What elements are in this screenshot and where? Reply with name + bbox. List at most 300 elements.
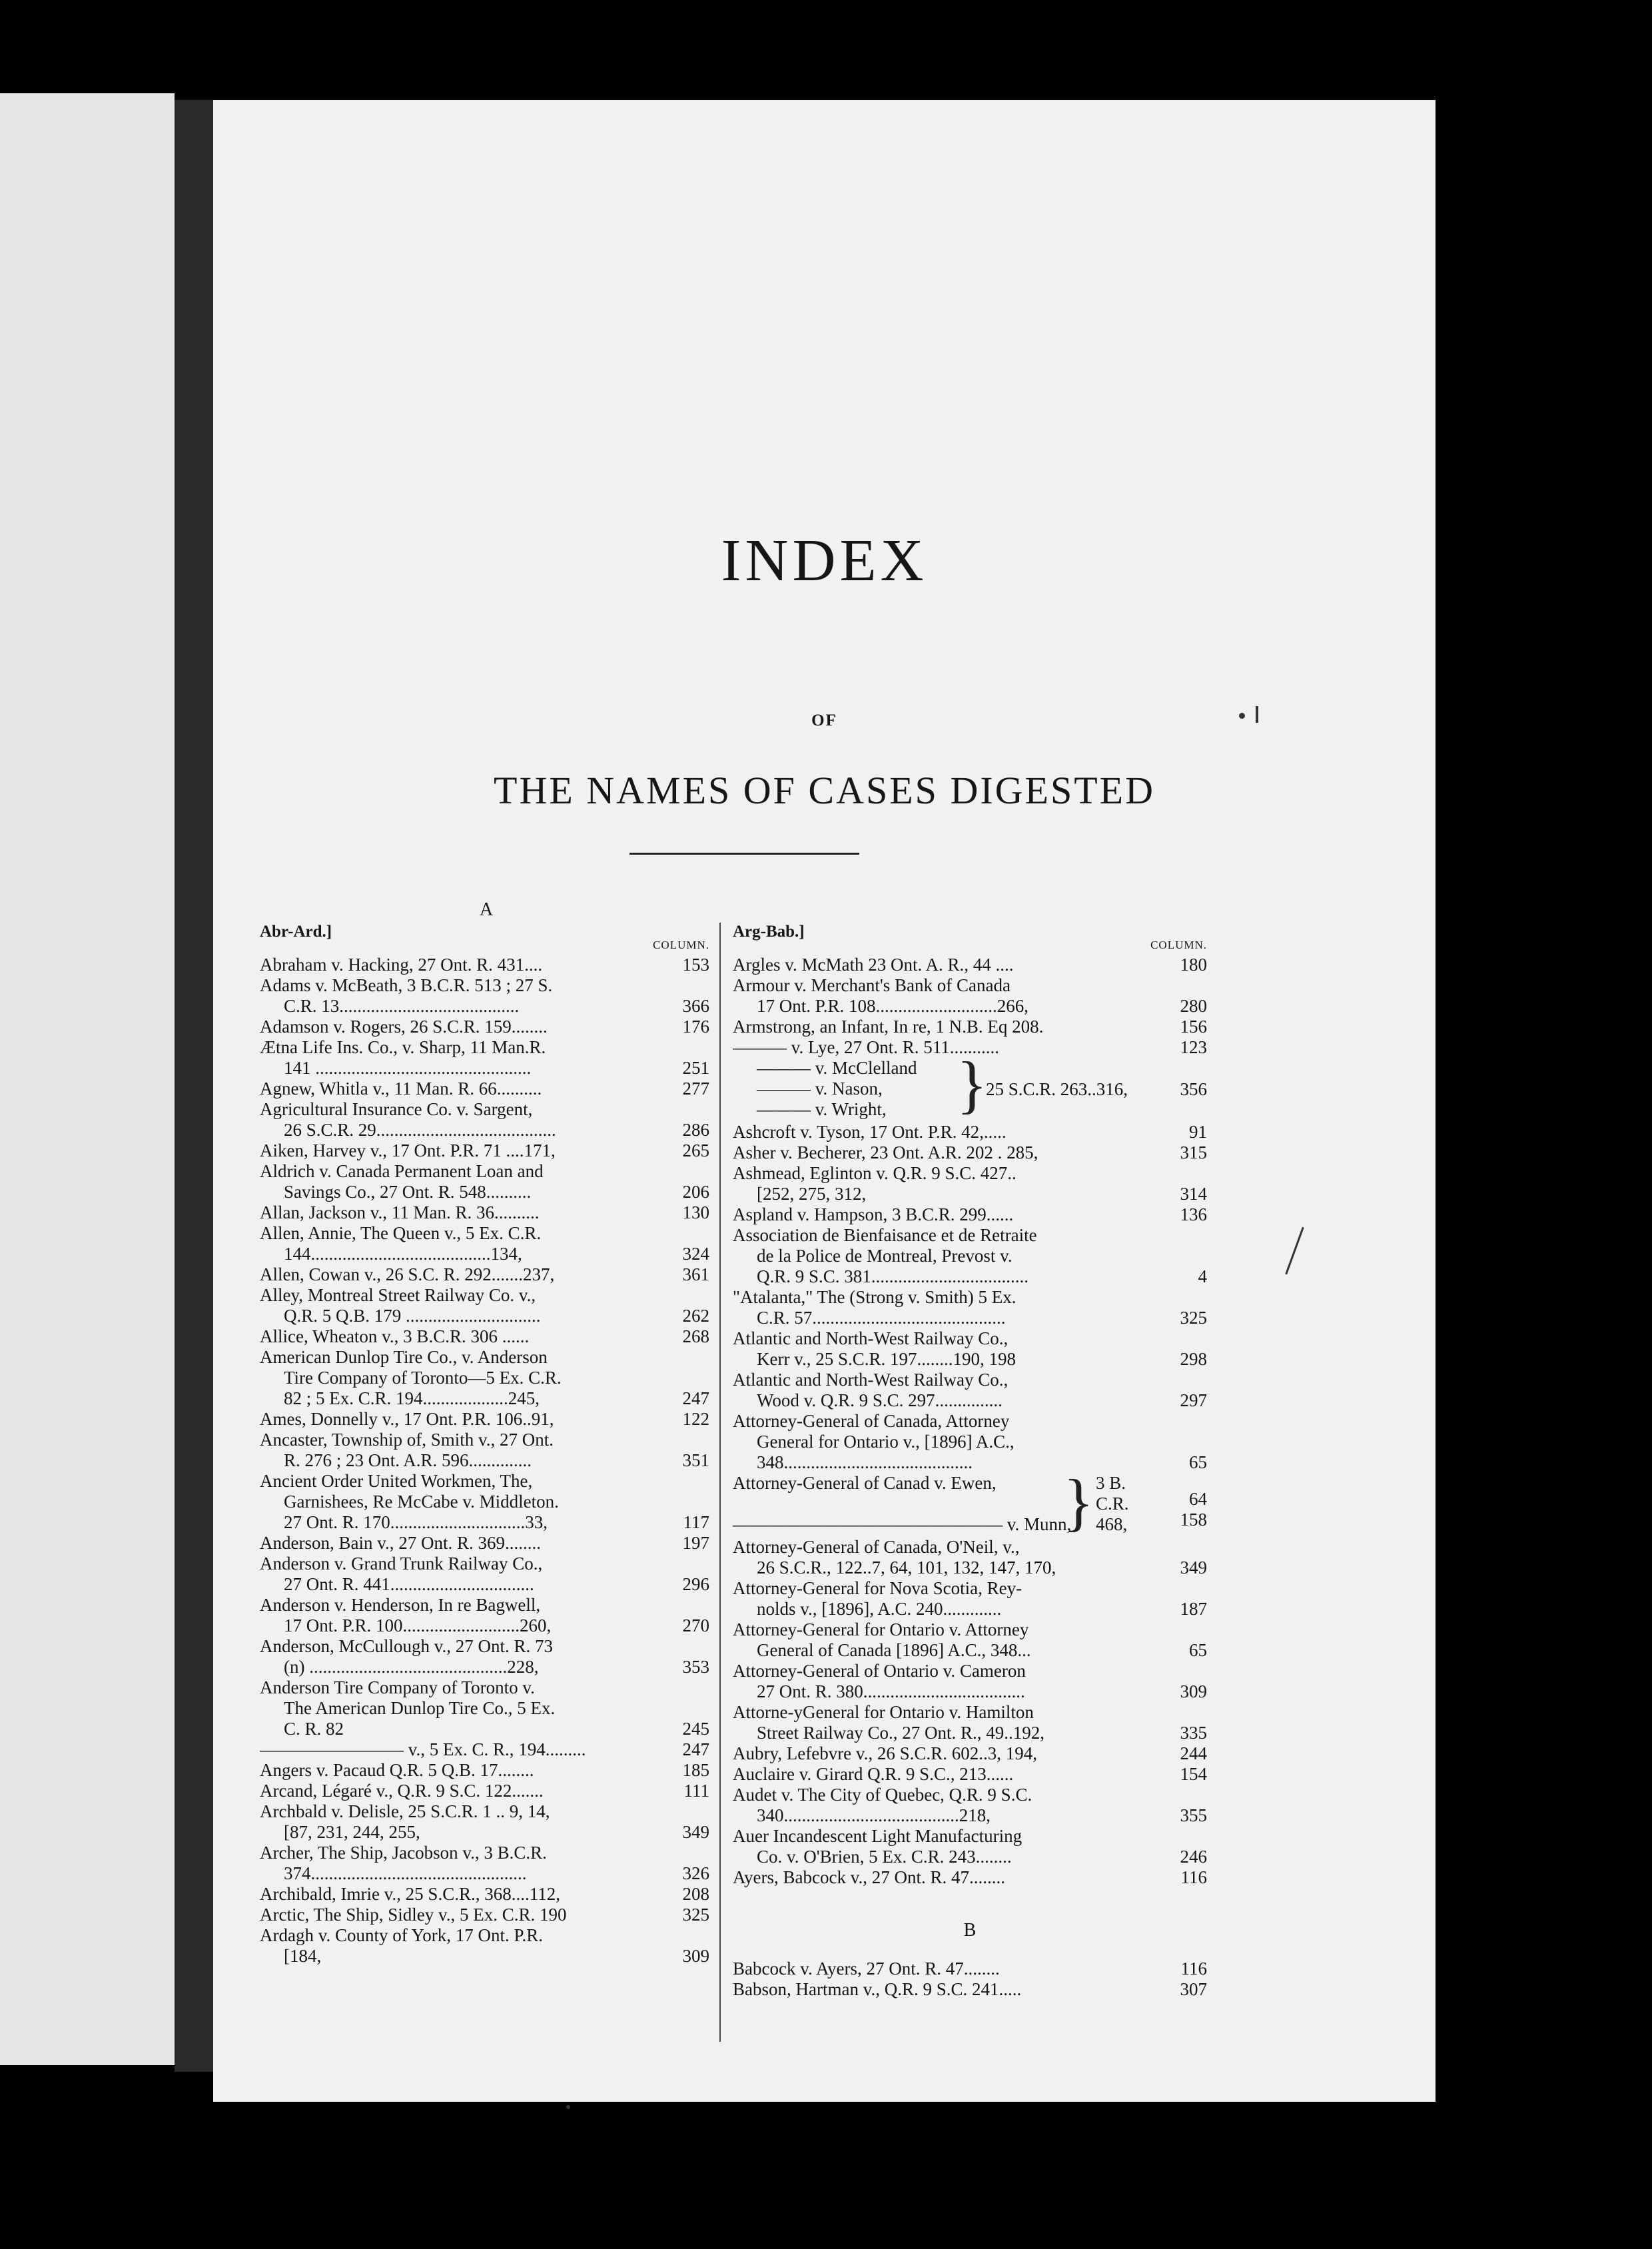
index-entry [733, 1287, 1207, 1328]
title-connector: OF [811, 711, 837, 729]
index-entry [260, 1884, 709, 1905]
column-number: 314 [1180, 1184, 1207, 1204]
column-number: 280 [1180, 996, 1207, 1016]
index-entry-line [260, 1925, 709, 1946]
index-entry-line [733, 1558, 1207, 1578]
case-citation: Allice, Wheaton v., 3 B.C.R. 306 ...... [260, 1326, 530, 1346]
case-citation: Q.R. 5 Q.B. 179 .............................. [284, 1306, 541, 1326]
right-entry-list-3 [733, 1537, 1207, 1888]
index-entry [260, 1099, 709, 1140]
index-entry-line [260, 1388, 709, 1409]
column-number: 297 [1180, 1390, 1207, 1410]
index-entry-line [260, 1182, 709, 1202]
index-entry-line [260, 1471, 709, 1492]
index-entry-line [260, 1554, 709, 1574]
case-citation: General for Ontario v., [1896] A.C., [757, 1432, 1015, 1452]
index-entry-line: ——— v. Wright, [757, 1099, 887, 1119]
column-number: 208 [682, 1884, 709, 1904]
case-citation: 3 B. [1096, 1473, 1126, 1493]
case-citation: Adamson v. Rogers, 26 S.C.R. 159........ [260, 1017, 548, 1037]
index-entry-line [260, 1657, 709, 1677]
case-citation: Allen, Cowan v., 26 S.C. R. 292.......237, [260, 1264, 555, 1284]
case-citation: C.R. 57........................................... [757, 1308, 1006, 1328]
ewen-bracket-group [733, 1466, 1207, 1538]
case-citation: Aubry, Lefebvre v., 26 S.C.R. 602..3, 194, [733, 1743, 1037, 1763]
index-entry-line [260, 1450, 709, 1471]
index-entry-line [260, 1698, 709, 1719]
case-citation: Ashcroft v. Tyson, 17 Ont. P.R. 42,..... [733, 1122, 1007, 1142]
index-entry [260, 1905, 709, 1925]
column-number: 185 [682, 1760, 709, 1780]
section-b-heading: B [963, 1920, 977, 1941]
right-column-label: COLUMN. [1150, 939, 1207, 951]
case-citation: ——— v. Lye, 27 Ont. R. 511........... [733, 1037, 999, 1057]
page-blemish [1239, 713, 1245, 719]
column-number: 111 [683, 1781, 709, 1801]
index-entry [260, 1285, 709, 1326]
index-entry [733, 1661, 1207, 1702]
case-citation: (n) ............................................228, [284, 1657, 539, 1677]
index-entry [260, 1471, 709, 1533]
index-entry-line [260, 1264, 709, 1285]
case-citation: R. 276 ; 23 Ont. A.R. 596.............. [284, 1450, 532, 1470]
case-citation: ———————— v., 5 Ex. C. R., 194......... [260, 1739, 586, 1759]
index-entry-line [260, 955, 709, 975]
index-entry-line [260, 1781, 709, 1801]
column-number: 187 [1180, 1599, 1207, 1619]
column-number: 277 [682, 1079, 709, 1099]
case-citation: Audet v. The City of Quebec, Q.R. 9 S.C. [733, 1785, 1032, 1805]
index-entry [733, 1979, 1207, 2000]
index-entry [260, 1079, 709, 1099]
case-citation: C. R. 82 [284, 1719, 344, 1739]
case-citation: 340.......................................218, [757, 1805, 991, 1825]
index-entry [733, 1017, 1207, 1037]
index-entry-line [260, 1822, 709, 1843]
index-entry-line [733, 1225, 1207, 1246]
case-citation: Auer Incandescent Light Manufacturing [733, 1826, 1023, 1846]
index-entry-line [260, 996, 709, 1017]
case-citation: nolds v., [1896], A.C. 240............. [757, 1599, 1002, 1619]
case-citation: Co. v. O'Brien, 5 Ex. C.R. 243........ [757, 1847, 1012, 1867]
case-citation: Anderson, McCullough v., 27 Ont. R. 73 [260, 1636, 553, 1656]
column-number: 244 [1180, 1743, 1207, 1763]
index-entry-line [733, 1432, 1207, 1452]
case-citation: C.R. [1096, 1494, 1129, 1514]
section-a-heading: A [480, 899, 494, 920]
index-entry [260, 1925, 709, 1967]
case-citation: Agricultural Insurance Co. v. Sargent, [260, 1099, 533, 1119]
index-entry-line [733, 1411, 1207, 1432]
index-entry-line [260, 1244, 709, 1264]
column-number: 130 [682, 1202, 709, 1222]
column-number: 251 [682, 1058, 709, 1078]
case-citation: 27 Ont. R. 380.................................... [757, 1681, 1025, 1701]
case-citation: Anderson, Bain v., 27 Ont. R. 369........ [260, 1533, 541, 1553]
index-entry [260, 1202, 709, 1223]
column-number: 64 [1189, 1489, 1207, 1509]
index-entry-line: ——— v. McClelland [757, 1058, 917, 1078]
column-number: 309 [1180, 1681, 1207, 1701]
case-citation: Archbald v. Delisle, 25 S.C.R. 1 .. 9, 14, [260, 1801, 550, 1821]
index-entry [733, 955, 1207, 975]
index-entry [260, 1843, 709, 1884]
case-citation: Arcand, Légaré v., Q.R. 9 S.C. 122....... [260, 1781, 544, 1801]
index-entry [733, 1163, 1207, 1204]
index-entry-line [260, 1739, 709, 1760]
column-number: 206 [682, 1182, 709, 1202]
page-blemish [566, 2105, 570, 2109]
index-entry-line [260, 1801, 709, 1822]
index-entry-line [260, 1140, 709, 1161]
column-number: 122 [682, 1409, 709, 1429]
column-number: 158 [1180, 1510, 1207, 1530]
right-column-range: Arg-Bab.] [733, 923, 805, 941]
book-gutter [175, 100, 213, 2072]
case-citation: Ayers, Babcock v., 27 Ont. R. 47........ [733, 1867, 1005, 1887]
index-entry-line [260, 1946, 709, 1967]
case-citation: Attorney-General of Canada, O'Neil, v., [733, 1537, 1020, 1557]
index-entry-line [733, 1142, 1207, 1163]
index-entry-line [733, 1349, 1207, 1370]
column-number: 116 [1180, 1959, 1207, 1979]
case-citation: Attorney-General for Ontario v. Attorney [733, 1619, 1029, 1639]
left-column-header [260, 923, 709, 955]
index-entry [260, 1801, 709, 1843]
column-number: 349 [1180, 1558, 1207, 1577]
case-citation: Atlantic and North-West Railway Co., [733, 1328, 1009, 1348]
index-entry-line [260, 1492, 709, 1512]
index-entry [260, 955, 709, 975]
index-entry-line [733, 1619, 1207, 1640]
index-entry [260, 1760, 709, 1781]
case-citation: Ancient Order United Workmen, The, [260, 1471, 533, 1491]
index-entry [733, 1411, 1207, 1473]
index-entry-line [733, 1743, 1207, 1764]
right-brace: } [957, 1049, 988, 1120]
index-entry-line [733, 1826, 1207, 1847]
column-number: 286 [682, 1120, 709, 1140]
column-number: 268 [682, 1326, 709, 1346]
case-citation: Q.R. 9 S.C. 381................................... [757, 1266, 1029, 1286]
index-entry [260, 975, 709, 1017]
column-number: 245 [682, 1719, 709, 1739]
column-number: 326 [682, 1863, 709, 1883]
column-number: 123 [1180, 1037, 1207, 1057]
case-citation: Asher v. Becherer, 23 Ont. A.R. 202 . 285, [733, 1142, 1038, 1162]
index-entry-line: Attorney-General of Canad v. Ewen, [733, 1473, 997, 1493]
case-citation: Aldrich v. Canada Permanent Loan and [260, 1161, 544, 1181]
index-entry [733, 1764, 1207, 1785]
case-citation: Aiken, Harvey v., 17 Ont. P.R. 71 ....171, [260, 1140, 556, 1160]
column-number: 117 [683, 1512, 709, 1532]
index-entry-line [733, 1308, 1207, 1328]
column-number: 349 [682, 1822, 709, 1842]
column-number: 356 [1180, 1079, 1207, 1099]
case-citation: Garnishees, Re McCabe v. Middleton. [284, 1492, 559, 1512]
case-citation: Argles v. McMath 23 Ont. A. R., 44 .... [733, 955, 1014, 975]
case-citation: American Dunlop Tire Co., v. Anderson [260, 1347, 548, 1367]
case-citation: The American Dunlop Tire Co., 5 Ex. [284, 1698, 556, 1718]
index-entry-line [260, 1574, 709, 1595]
case-citation: Tire Company of Toronto—5 Ex. C.R. [284, 1368, 562, 1388]
case-citation: Allan, Jackson v., 11 Man. R. 36.......... [260, 1202, 540, 1222]
index-entry [733, 1204, 1207, 1225]
right-entry-list-4 [733, 1959, 1207, 2000]
index-entry-line [733, 1370, 1207, 1390]
case-citation: Babson, Hartman v., Q.R. 9 S.C. 241..... [733, 1979, 1022, 1999]
index-entry-line [733, 1184, 1207, 1204]
case-citation: Ardagh v. County of York, 17 Ont. P.R. [260, 1925, 544, 1945]
index-entry-line [260, 1615, 709, 1636]
case-citation: Anderson Tire Company of Toronto v. [260, 1677, 535, 1697]
case-citation: Attorney-General of Canada, Attorney [733, 1411, 1010, 1431]
case-citation: Attorne-yGeneral for Ontario v. Hamilton [733, 1702, 1034, 1722]
index-entry-line [733, 1640, 1207, 1661]
case-citation: 82 ; 5 Ex. C.R. 194...................245, [284, 1388, 540, 1408]
index-entry-line [260, 1285, 709, 1306]
index-entry-line [260, 1533, 709, 1554]
index-entry-line [733, 996, 1207, 1017]
index-entry-line [733, 1452, 1207, 1473]
index-entry [260, 1223, 709, 1264]
case-citation: Ashmead, Eglinton v. Q.R. 9 S.C. 427.. [733, 1163, 1017, 1183]
index-entry-line [733, 1163, 1207, 1184]
case-citation: 27 Ont. R. 170..............................33, [284, 1512, 548, 1532]
index-entry-line [733, 975, 1207, 996]
index-entry-line [260, 1843, 709, 1863]
case-citation: Atlantic and North-West Railway Co., [733, 1370, 1009, 1390]
index-entry-line [733, 1122, 1207, 1142]
ewen-numbers [1180, 1489, 1208, 1530]
case-citation: Armour v. Merchant's Bank of Canada [733, 975, 1011, 995]
index-entry-line [260, 1595, 709, 1615]
column-number: 270 [682, 1615, 709, 1635]
case-citation: Arctic, The Ship, Sidley v., 5 Ex. C.R. 190 [260, 1905, 567, 1925]
index-entry-line [733, 1805, 1207, 1826]
index-entry [260, 1264, 709, 1285]
column-number: 176 [682, 1017, 709, 1037]
column-number: 65 [1189, 1452, 1207, 1472]
case-citation: Ames, Donnelly v., 17 Ont. P.R. 106..91, [260, 1409, 554, 1429]
column-number: 355 [1180, 1805, 1207, 1825]
index-entry-line [733, 1266, 1207, 1287]
case-citation: Ætna Life Ins. Co., v. Sharp, 11 Man.R. [260, 1037, 546, 1057]
index-entry-line [733, 1537, 1207, 1558]
case-citation: Angers v. Pacaud Q.R. 5 Q.B. 17........ [260, 1760, 534, 1780]
index-entry [260, 1161, 709, 1202]
index-entry [733, 1142, 1207, 1163]
ink-mark [1285, 1227, 1304, 1275]
index-entry [260, 1533, 709, 1554]
case-citation: Archer, The Ship, Jacobson v., 3 B.C.R. [260, 1843, 547, 1863]
index-entry [733, 1225, 1207, 1287]
index-entry-line [733, 1661, 1207, 1681]
index-entry-line [733, 1578, 1207, 1599]
index-entry-line [733, 1017, 1207, 1037]
column-number: 353 [682, 1657, 709, 1677]
case-citation: Agnew, Whitla v., 11 Man. R. 66.......... [260, 1079, 542, 1099]
index-entry-line [733, 1702, 1207, 1723]
case-citation: Babcock v. Ayers, 27 Ont. R. 47........ [733, 1959, 1000, 1979]
index-entry [260, 1781, 709, 1801]
column-number: 335 [1180, 1723, 1207, 1743]
case-citation: Wood v. Q.R. 9 S.C. 297............... [757, 1390, 1003, 1410]
armstrong-names [757, 1058, 917, 1120]
index-entry-line [260, 1202, 709, 1223]
index-entry [733, 1702, 1207, 1743]
index-entry [733, 1826, 1207, 1867]
column-number: 197 [682, 1533, 709, 1553]
index-entry-line [260, 1677, 709, 1698]
index-entry-line [260, 1306, 709, 1326]
index-entry [260, 1409, 709, 1430]
index-entry [260, 1326, 709, 1347]
index-entry [733, 1867, 1207, 1888]
index-entry-line [260, 1884, 709, 1905]
index-entry [733, 1122, 1207, 1142]
column-divider [719, 923, 721, 2042]
index-entry [260, 1430, 709, 1471]
case-citation: Abraham v. Hacking, 27 Ont. R. 431.... [260, 955, 543, 975]
index-entry-line [260, 1430, 709, 1450]
index-entry [260, 1595, 709, 1636]
case-citation: 141 ................................................ [284, 1058, 532, 1078]
column-number: 361 [682, 1264, 709, 1284]
case-citation: Kerr v., 25 S.C.R. 197........190, 198 [757, 1349, 1016, 1369]
case-citation: 17 Ont. P.R. 108...........................266, [757, 996, 1029, 1016]
index-entry-line [260, 1368, 709, 1388]
column-number: 153 [682, 955, 709, 975]
column-number: 247 [682, 1388, 709, 1408]
column-number: 324 [682, 1244, 709, 1264]
index-entry-line [260, 975, 709, 996]
case-citation: 26 S.C.R. 29........................................ [284, 1120, 556, 1140]
index-entry [260, 1636, 709, 1677]
column-number: 296 [682, 1574, 709, 1594]
armstrong-bracket-group [733, 1049, 1207, 1122]
case-citation: [87, 231, 244, 255, [284, 1822, 420, 1842]
index-entry [260, 1140, 709, 1161]
index-entry [733, 1578, 1207, 1619]
index-entry-line [733, 1204, 1207, 1225]
case-citation: Savings Co., 27 Ont. R. 548.......... [284, 1182, 532, 1202]
left-column-label: COLUMN. [653, 939, 709, 951]
index-entry-line [733, 1287, 1207, 1308]
left-entry-list [260, 955, 709, 1967]
right-column-header [733, 923, 1207, 955]
index-entry-line [733, 1681, 1207, 1702]
index-entry [260, 1017, 709, 1037]
column-number: 265 [682, 1140, 709, 1160]
case-citation: General of Canada [1896] A.C., 348... [757, 1640, 1031, 1660]
index-entry-line [260, 1636, 709, 1657]
right-entry-list-1 [733, 955, 1207, 1058]
index-entry-line: ——— v. Nason, [757, 1079, 883, 1099]
index-entry [260, 1677, 709, 1739]
column-number: 65 [1189, 1640, 1207, 1660]
index-entry [733, 1743, 1207, 1764]
left-column-range: Abr-Ard.] [260, 923, 332, 941]
index-entry-line [260, 1326, 709, 1347]
armstrong-citation [986, 1079, 1207, 1100]
index-entry [260, 1037, 709, 1079]
index-entry-line [260, 1120, 709, 1140]
column-number: 351 [682, 1450, 709, 1470]
right-entry-list-2 [733, 1122, 1207, 1473]
index-entry [260, 1739, 709, 1760]
index-entry-line [260, 1037, 709, 1058]
index-entry-line [260, 1863, 709, 1884]
ewen-citation [1096, 1473, 1129, 1535]
column-number: 116 [1180, 1867, 1207, 1887]
case-citation: Auclaire v. Girard Q.R. 9 S.C., 213...... [733, 1764, 1014, 1784]
case-citation: 17 Ont. P.R. 100..........................260, [284, 1615, 552, 1635]
column-number: 156 [1180, 1017, 1207, 1037]
column-number: 298 [1180, 1349, 1207, 1369]
case-citation: C.R. 13........................................ [284, 996, 520, 1016]
index-entry [260, 1554, 709, 1595]
case-citation: Ancaster, Township of, Smith v., 27 Ont. [260, 1430, 554, 1450]
index-entry-line [733, 955, 1207, 975]
index-entry [260, 1347, 709, 1409]
column-number: 309 [682, 1946, 709, 1966]
column-number: 307 [1180, 1979, 1207, 1999]
index-entry [733, 1959, 1207, 1979]
index-entry-line [260, 1223, 709, 1244]
case-citation: de la Police de Montreal, Prevost v. [757, 1246, 1013, 1266]
case-citation: 348.......................................... [757, 1452, 973, 1472]
column-number: 4 [1198, 1266, 1207, 1286]
index-entry-line [733, 1328, 1207, 1349]
index-entry [733, 975, 1207, 1017]
column-number: 315 [1180, 1142, 1207, 1162]
case-citation: Archibald, Imrie v., 25 S.C.R., 368....112, [260, 1884, 560, 1904]
index-entry [733, 1370, 1207, 1411]
index-entry-line [733, 1390, 1207, 1411]
index-entry-line [733, 1979, 1207, 2000]
column-number: 262 [682, 1306, 709, 1326]
index-entry-line [733, 1246, 1207, 1266]
index-entry-line [260, 1409, 709, 1430]
index-entry-line [260, 1079, 709, 1099]
case-citation: 25 S.C.R. 263..316, [986, 1079, 1128, 1099]
page-subtitle: THE NAMES OF CASES DIGESTED [494, 769, 1155, 812]
case-citation: Allen, Annie, The Queen v., 5 Ex. C.R. [260, 1223, 542, 1243]
index-entry-line [260, 1017, 709, 1037]
page-blemish [1256, 706, 1258, 723]
case-citation: Alley, Montreal Street Railway Co. v., [260, 1285, 536, 1305]
index-entry-line [260, 1099, 709, 1120]
index-entry [733, 1328, 1207, 1370]
case-citation: Aspland v. Hampson, 3 B.C.R. 299...... [733, 1204, 1014, 1224]
case-citation: 468, [1096, 1514, 1128, 1534]
page-title: INDEX [721, 528, 928, 594]
case-citation: Association de Bienfaisance et de Retraite [733, 1225, 1037, 1245]
index-entry-line [260, 1347, 709, 1368]
case-citation: Anderson v. Henderson, In re Bagwell, [260, 1595, 541, 1615]
index-entry-line [260, 1512, 709, 1533]
case-citation: 26 S.C.R., 122..7, 64, 101, 132, 147, 170, [757, 1558, 1056, 1577]
case-citation: [252, 275, 312, [757, 1184, 867, 1204]
index-entry-line [733, 1959, 1207, 1979]
column-number: 325 [682, 1905, 709, 1925]
case-citation: 27 Ont. R. 441................................ [284, 1574, 534, 1594]
index-entry-line [260, 1905, 709, 1925]
case-citation: Anderson v. Grand Trunk Railway Co., [260, 1554, 543, 1574]
column-number: 180 [1180, 955, 1207, 975]
case-citation: Adams v. McBeath, 3 B.C.R. 513 ; 27 S. [260, 975, 553, 995]
